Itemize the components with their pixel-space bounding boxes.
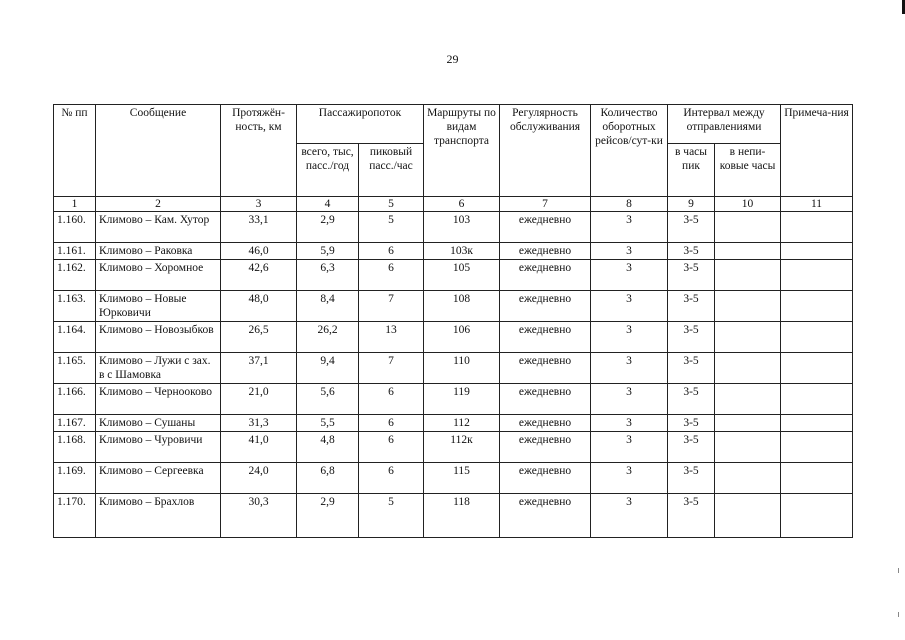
cell-length: 48,0	[221, 291, 297, 322]
table-row	[54, 432, 853, 463]
cell-flow-total: 8,4	[297, 291, 359, 322]
cell-interval-peak: 3-5	[668, 353, 715, 384]
header-notes: Примеча-ния	[781, 105, 853, 197]
cell-transport: 106	[424, 322, 500, 353]
cell-transport: 105	[424, 260, 500, 291]
table-row	[54, 415, 853, 432]
cell-num: 1.163.	[54, 291, 96, 322]
cell-regularity: ежедневно	[500, 384, 591, 415]
table-row	[54, 291, 853, 322]
cell-flow-total: 5,5	[297, 415, 359, 432]
cell-interval-peak: 3-5	[668, 322, 715, 353]
cell-length: 33,1	[221, 212, 297, 243]
cell-trips: 3	[591, 212, 668, 243]
cell-transport: 108	[424, 291, 500, 322]
cell-interval-offpeak	[715, 463, 781, 494]
cell-length: 46,0	[221, 243, 297, 260]
cell-flow-total: 2,9	[297, 212, 359, 243]
cell-length: 21,0	[221, 384, 297, 415]
header-passenger-flow: Пассажиропоток	[297, 105, 424, 144]
cell-flow-peak: 6	[359, 384, 424, 415]
cell-regularity: ежедневно	[500, 463, 591, 494]
cell-regularity: ежедневно	[500, 243, 591, 260]
cell-trips: 3	[591, 415, 668, 432]
cell-regularity: ежедневно	[500, 322, 591, 353]
cell-trips: 3	[591, 494, 668, 538]
cell-flow-total: 2,9	[297, 494, 359, 538]
cell-length: 31,3	[221, 415, 297, 432]
table-row	[54, 384, 853, 415]
cell-interval-offpeak	[715, 212, 781, 243]
cell-transport: 103к	[424, 243, 500, 260]
header-regularity: Регулярность обслуживания	[500, 105, 591, 197]
scan-edge-tick	[898, 612, 899, 617]
cell-num: 1.161.	[54, 243, 96, 260]
header-route: Сообщение	[96, 105, 221, 197]
cell-num: 1.166.	[54, 384, 96, 415]
cell-notes	[781, 243, 853, 260]
cell-regularity: ежедневно	[500, 260, 591, 291]
cell-flow-total: 9,4	[297, 353, 359, 384]
cell-regularity: ежедневно	[500, 291, 591, 322]
cell-interval-peak: 3-5	[668, 415, 715, 432]
cell-interval-peak: 3-5	[668, 384, 715, 415]
cell-flow-total: 6,3	[297, 260, 359, 291]
route-schedule-table	[53, 104, 853, 538]
cell-regularity: ежедневно	[500, 212, 591, 243]
cell-transport: 119	[424, 384, 500, 415]
page-number: 29	[446, 52, 459, 66]
cell-transport: 118	[424, 494, 500, 538]
cell-flow-peak: 6	[359, 463, 424, 494]
cell-transport: 115	[424, 463, 500, 494]
cell-interval-peak: 3-5	[668, 494, 715, 538]
cell-num: 1.170.	[54, 494, 96, 538]
table-row	[54, 322, 853, 353]
cell-num: 1.164.	[54, 322, 96, 353]
cell-trips: 3	[591, 384, 668, 415]
cell-interval-peak: 3-5	[668, 291, 715, 322]
cell-flow-total: 5,6	[297, 384, 359, 415]
table-row	[54, 494, 853, 538]
cell-interval-peak: 3-5	[668, 463, 715, 494]
table-row	[54, 212, 853, 243]
subheader-flow-total: всего, тыс, пасс./год	[297, 144, 359, 197]
cell-route: Климово – Новозыбков	[96, 322, 221, 353]
cell-length: 26,5	[221, 322, 297, 353]
column-number: 6	[424, 197, 500, 212]
cell-flow-peak: 7	[359, 353, 424, 384]
cell-interval-offpeak	[715, 291, 781, 322]
cell-notes	[781, 432, 853, 463]
table-row	[54, 463, 853, 494]
cell-trips: 3	[591, 353, 668, 384]
column-number: 5	[359, 197, 424, 212]
cell-interval-offpeak	[715, 432, 781, 463]
cell-num: 1.169.	[54, 463, 96, 494]
cell-notes	[781, 212, 853, 243]
subheader-flow-peak: пиковый пасс./час	[359, 144, 424, 197]
cell-notes	[781, 322, 853, 353]
cell-interval-peak: 3-5	[668, 260, 715, 291]
cell-flow-total: 6,8	[297, 463, 359, 494]
cell-flow-peak: 5	[359, 494, 424, 538]
cell-trips: 3	[591, 322, 668, 353]
cell-num: 1.167.	[54, 415, 96, 432]
cell-regularity: ежедневно	[500, 415, 591, 432]
column-number: 11	[781, 197, 853, 212]
cell-interval-offpeak	[715, 384, 781, 415]
cell-flow-peak: 13	[359, 322, 424, 353]
cell-transport: 103	[424, 212, 500, 243]
column-number: 9	[668, 197, 715, 212]
cell-notes	[781, 353, 853, 384]
cell-interval-peak: 3-5	[668, 212, 715, 243]
cell-trips: 3	[591, 463, 668, 494]
cell-trips: 3	[591, 243, 668, 260]
cell-notes	[781, 415, 853, 432]
cell-route: Климово – Сергеевка	[96, 463, 221, 494]
column-number: 3	[221, 197, 297, 212]
cell-interval-peak: 3-5	[668, 243, 715, 260]
cell-regularity: ежедневно	[500, 432, 591, 463]
cell-length: 24,0	[221, 463, 297, 494]
cell-length: 37,1	[221, 353, 297, 384]
table-row	[54, 243, 853, 260]
subheader-interval-peak: в часы пик	[668, 144, 715, 197]
cell-route: Климово – Хоромное	[96, 260, 221, 291]
cell-interval-offpeak	[715, 260, 781, 291]
column-number: 7	[500, 197, 591, 212]
cell-length: 42,6	[221, 260, 297, 291]
cell-route: Климово – Раковка	[96, 243, 221, 260]
cell-interval-offpeak	[715, 415, 781, 432]
cell-regularity: ежедневно	[500, 494, 591, 538]
cell-trips: 3	[591, 260, 668, 291]
cell-notes	[781, 291, 853, 322]
cell-notes	[781, 494, 853, 538]
cell-route: Климово – Брахлов	[96, 494, 221, 538]
cell-flow-peak: 6	[359, 260, 424, 291]
cell-interval-peak: 3-5	[668, 432, 715, 463]
cell-transport: 112	[424, 415, 500, 432]
cell-length: 41,0	[221, 432, 297, 463]
cell-regularity: ежедневно	[500, 353, 591, 384]
cell-route: Климово – Чернооково	[96, 384, 221, 415]
column-number: 4	[297, 197, 359, 212]
cell-num: 1.168.	[54, 432, 96, 463]
cell-transport: 110	[424, 353, 500, 384]
scan-edge-tick	[898, 568, 899, 573]
cell-trips: 3	[591, 432, 668, 463]
cell-notes	[781, 384, 853, 415]
header-interval: Интервал между отправлениями	[668, 105, 781, 144]
cell-notes	[781, 463, 853, 494]
cell-length: 30,3	[221, 494, 297, 538]
cell-interval-offpeak	[715, 353, 781, 384]
cell-flow-peak: 6	[359, 415, 424, 432]
column-number: 1	[54, 197, 96, 212]
cell-notes	[781, 260, 853, 291]
cell-flow-peak: 6	[359, 432, 424, 463]
cell-route: Климово – Кам. Хутор	[96, 212, 221, 243]
cell-interval-offpeak	[715, 494, 781, 538]
cell-flow-peak: 5	[359, 212, 424, 243]
table-row	[54, 353, 853, 384]
cell-flow-total: 4,8	[297, 432, 359, 463]
cell-route: Климово – Сушаны	[96, 415, 221, 432]
subheader-interval-offpeak: в непи-ковые часы	[715, 144, 781, 197]
cell-transport: 112к	[424, 432, 500, 463]
cell-num: 1.165.	[54, 353, 96, 384]
header-row	[54, 105, 853, 144]
table-row	[54, 260, 853, 291]
column-number: 2	[96, 197, 221, 212]
cell-interval-offpeak	[715, 322, 781, 353]
header-length: Протяжён-ность, км	[221, 105, 297, 197]
column-number: 8	[591, 197, 668, 212]
header-round-trips: Количество оборотных рейсов/сут-ки	[591, 105, 668, 197]
cell-flow-peak: 7	[359, 291, 424, 322]
cell-flow-total: 5,9	[297, 243, 359, 260]
header-num: № пп	[54, 105, 96, 197]
cell-num: 1.160.	[54, 212, 96, 243]
cell-flow-peak: 6	[359, 243, 424, 260]
cell-num: 1.162.	[54, 260, 96, 291]
cell-interval-offpeak	[715, 243, 781, 260]
cell-route: Климово – Новые Юрковичи	[96, 291, 221, 322]
cell-route: Климово – Чуровичи	[96, 432, 221, 463]
header-transport-routes: Маршруты по видам транспорта	[424, 105, 500, 197]
cell-flow-total: 26,2	[297, 322, 359, 353]
cell-route: Климово – Лужи с зах. в с Шамовка	[96, 353, 221, 384]
column-number-row	[54, 197, 853, 212]
column-number: 10	[715, 197, 781, 212]
cell-trips: 3	[591, 291, 668, 322]
